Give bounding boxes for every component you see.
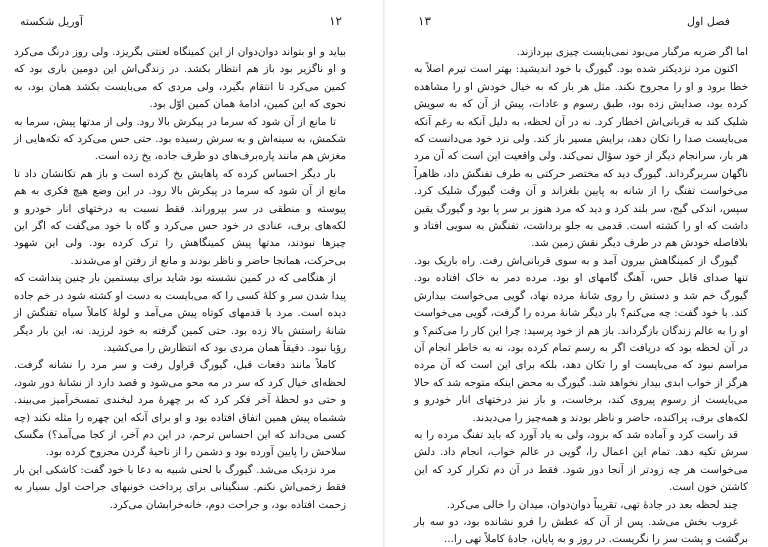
paragraph: غروب بخش می‌شد. پس از آن که عطش را فرو نشانده بود، دو سه بار برگشت و پشت سر را نگریست. در روز و به پایان، جادهٔ کاملاً تهی را... bbox=[414, 515, 748, 546]
left-running-head bbox=[14, 14, 346, 30]
paragraph: بیاید و او بتواند دوان‌دوان از این کمینگاه لعنتی بگریزد. ولی روز درنگ می‌کرد و او ناگزیر بود باز هم انتظار بکشد. در زندگی‌اش این دومین باری بود که کمین می‌کرد تا انتقام بگیرد، ولی مردی که می‌بایست بکشد همان بود، به نحوی که این کمین، ادامهٔ همان کمین اوّل بود. bbox=[14, 46, 346, 111]
paragraph: کاملاً مانند دفعات قبل، گیورگ قراول رفت و سر مرد را نشانه گرفت. لحظه‌ای خیال کرد که سر در مه محو می‌شود و قصد دارد از نشانهٔ دور شود، و حتی دو لحظهٔ آخر فکر کرد که بر چهرهٔ مرد لبخندی تمسخرآمیز می‌بیند. ششماه پیش همین اتفاق افتاده بود و او برای آنکه این چهره را مثله نکند (چه کسی می‌داند که این احساس ترحم، در این دم آخر، از کجا می‌آمد؟) مگسک سلاحش را پایین آورده بود و دشمن را از ناحیهٔ گردن مجروح کرده بود. bbox=[14, 359, 346, 459]
left-header-title: آوریل شکسته bbox=[20, 15, 83, 28]
right-header-title: فصل اول bbox=[687, 15, 730, 28]
right-running-head bbox=[414, 14, 748, 30]
paragraph: تا مانع از آن شود که سرما در پیکرش بالا رود. ولی از مدتها پیش، سرما به شکمش، به سینه‌اش و به سرش رسیده بود. حتی حس می‌کرد که تکه‌هایی از مغزش هم مانند پاره‌برف‌های دو طرف جاده، یخ زده است. bbox=[14, 115, 346, 163]
paragraph: گیورگ از کمینگاهش بیرون آمد و به سوی قربانی‌اش رفت. راه باریک بود. تنها صدای قابل حس، آهنگ گامهای او بود. مرده دمر به خاک افتاده بود. گیورگ خم شد و دستش را روی شانهٔ مرده نهاد، گویی می‌خواست بیدارش کند. با خود گفت: چه می‌کنم؟ بار دیگر شانهٔ مرده را گرفت، گویی می‌خواست او را به عالم زندگان بازگرداند. باز هم از خود پرسید: چرا این کار را می‌کنم؟ و در آن لحظه بود که دریافت اگر به رسم تمام کرده بود، نه به خاطر انجام آن مراسم نبود که می‌بایست او را تکان دهد، بلکه برای این است که آن مرده هرگز از خواب ابدی بیدار نخواهد شد. گیورگ به محض اینکه متوجه شد که حالا می‌بایست از رسوم پیروی کند، برخاست، و باز نیز درختهای انار خودرو و لکه‌های برف، پراکنده، حاضر و ناظر بودند و همه‌چیز را می‌دیدند. bbox=[414, 254, 748, 424]
paragraph: اما اگر ضربه مرگبار می‌بود نمی‌بایست چیزی بپردازند. bbox=[516, 46, 748, 58]
paragraph: از هنگامی که در کمین نشسته بود شاید برای بیستمین بار چنین پنداشت که پیدا شدن سر و کلهٔ کسی را که می‌بایست به دست او کشته شود در خم جاده دیده است. مرد با قدمهای کوتاه پیش می‌آمد و لولهٔ کاملاً سیاه تفنگش از شانهٔ راستش بالا زده بود. حتی کمین گرفته به خود لرزید. نه، این بار دیگر رؤیا نبود. دقیقاً همان مردی بود که انتظارش را می‌کشید. bbox=[14, 272, 346, 354]
right-page-number: ۱۳ bbox=[418, 14, 431, 28]
paragraph: بار دیگر احساس کرده که پاهایش یخ کرده است و باز هم تکانشان داد تا مانع از آن شود که سرما در پیکرش بالا رود. در این وضع هیچ فکری به هم پیوسته و منطقی در سر بپروراند. فقط نسبت به درختهای انار خودرو و لکه‌های برف، عنادی در خود حس می‌کرد و گاه با خود می‌گفت که اگر این چیزها نبودند، مدتها پیش کمینگاهش را ترک کرده بود. ولی این شهود بی‌حرکت، همانجا حاضر و ناظر بودند و مانع از رفتن او می‌شدند. bbox=[14, 167, 346, 267]
left-body-text bbox=[14, 44, 346, 514]
right-body-text bbox=[414, 44, 748, 547]
left-page-number: ۱۲ bbox=[329, 14, 342, 28]
paragraph: مرد نزدیک می‌شد. گیورگ با لحنی شبیه به دعا با خود گفت: کاشکی این بار فقط زخمی‌اش نکنم. سنگینانی برای پرداخت خونبهای جراحت اول بسیار به زحمت افتاده بود، و جراحت دوم، خانه‌خرابشان می‌کرد. bbox=[14, 463, 346, 511]
paragraph: چند لحظه بعد در جادهٔ تهی، تقریباً دوان‌دوان، میدان را خالی می‌کرد. bbox=[446, 498, 738, 511]
paragraph: اکنون مرد نزدیکتر شده بود. گیورگ با خود اندیشید: بهتر است تیرم اصلاً به خطا برود و او را مجروح نکند. مثل هر بار که به خیال خودش او را مشاهده کرده بود، صدایش زده بود، طبق رسوم و عادات، پیش از آن که به سویش شلیک کند به قربانی‌اش اخطار کرد. نه در آن لحظه، به دلیل آنکه به رغم آنکه می‌بایست صدا را تکان دهد، برایش مسیر باز کند. ولی نزد خود می‌دانست که هر بار، سرانجام دیگر از خود سؤال نمی‌کند. ولی واقعیت این است که آن مرد ناگهان سربرگرداند. گیورگ دید که مختصر حرکتی به طرف تفنگش داد، ظاهراً می‌خواست تفنگ را از شانه به پایین بلغزاند و آن وقت گیورگ شلیک کرد. سپس، اندکی گیج، سر بلند کرد و دید که مرد هنوز بر سر پا بود و گیورگ یقین داشت که او را کشته است. قدمی به جلو برداشت، تفنگش به سویی افتاد و بلافاصله خودش هم در طرف دیگر نقش زمین شد. bbox=[414, 63, 748, 250]
right-page bbox=[384, 0, 768, 547]
paragraph: قد راست کرد و آماده شد که برود، ولی به یاد آورد که باید تفنگ مرده را به سرش تکیه دهد. تمام این اعمال را، گویی در عالم خواب، انجام داد. دلش می‌خواست هر چه زودتر از آنجا دور شود. فقط در آن دم تکرار کرد که این کاشتن خون است. bbox=[414, 428, 748, 494]
